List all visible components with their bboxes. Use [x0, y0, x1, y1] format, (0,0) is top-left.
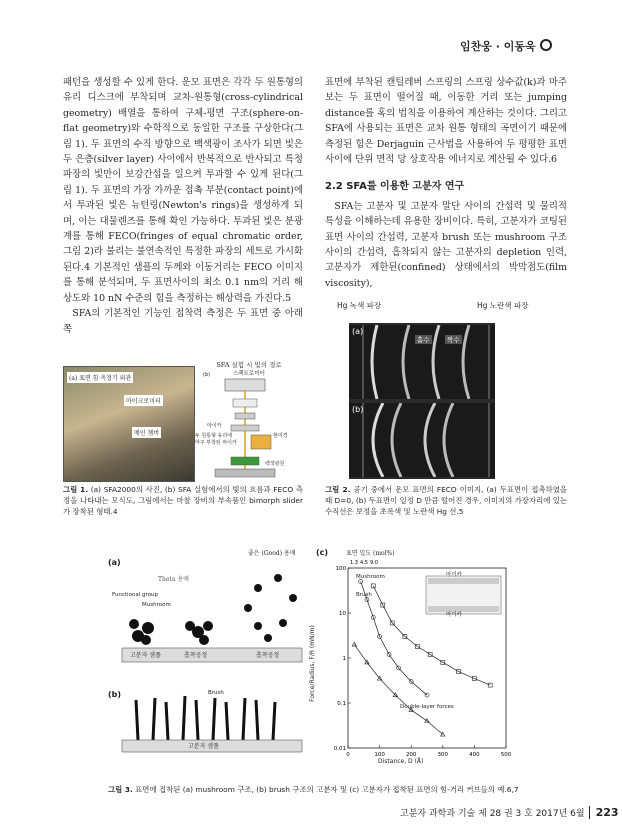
figure2-fringes-b — [349, 403, 495, 477]
x-tick-label: 400 — [469, 752, 480, 758]
y-tick-label: 10 — [339, 611, 346, 617]
figure3c-brush-label: Brush — [356, 592, 372, 598]
figure3a-functional-group: Functional group — [112, 592, 159, 598]
x-tick-label: 200 — [405, 752, 417, 758]
figure1-caption-text: (a) SFA2000의 사진, (b) SFA 실험에서의 빛의 흐름과 FECO 측정을 나타내는 모식도, 그림에서는 마찰 장비의 부속품인 bimorph slider가 장착된 형태.4 — [63, 485, 303, 516]
figure3c-xlabel: Distance, D (Å) — [378, 758, 424, 765]
inset-mica-bottom — [428, 606, 499, 612]
figure1b-label: (b) — [203, 372, 211, 378]
y-tick-label: 0.01 — [333, 746, 346, 752]
y-tick-label: 100 — [335, 566, 346, 572]
figure3b-diagram — [108, 690, 308, 756]
figure1b-light-source: 백색광원 — [265, 461, 285, 467]
figure3a-diagram — [108, 548, 308, 673]
section-title: 2.2 SFA를 이용한 고분자 연구 — [325, 181, 465, 193]
data-point — [359, 580, 363, 584]
figure1b-spectrometer: 스펙트로미터 — [233, 371, 265, 377]
top-tick-label: 9.0 — [370, 560, 378, 566]
y-tick-label: 0.1 — [337, 701, 346, 707]
figure2-fringes-a — [349, 325, 495, 399]
header-authors: 임찬웅 · 이동욱 — [460, 40, 536, 53]
body-column-right — [325, 75, 567, 291]
figure1-photo — [63, 366, 195, 482]
figure2-panel-b — [349, 403, 495, 477]
figure3b-label: (b) — [108, 690, 122, 699]
figure3a-adsorb2: 흡착공정 — [256, 652, 280, 659]
paragraph: 표면에 부착된 캔틸레버 스프링의 스프링 상수값(k)과 마주보는 두 표면이 떨어질 때, 이동한 거리 또는 jumping distance를 혹의 법칙을 이용하여 계산하는 것이다. 그리고 SFA에 사용되는 표면은 교차 원통 형태의 곡면이기 때문에 측정된 힘은 Derjaguin 근사법을 사용하여 두 평평한 표면 사이에 단위 면적 당 상호작용 에너지로 계산될 수 있다.6 — [325, 77, 567, 166]
figure3a-theta-solvent: Theta 용매 — [158, 576, 189, 583]
figure1a-tag-chamber: 메인 챔버 — [132, 427, 161, 438]
figure3c-top-label: 표면 밀도 (mol%) — [346, 550, 395, 557]
data-point — [371, 584, 375, 588]
series-line — [361, 582, 427, 696]
figure3b-brush: Brush — [208, 690, 224, 696]
figure3a-good-solvent: 좋은 (Good) 용매 — [248, 550, 296, 557]
figure3b-sample: 고분자 샘플 — [188, 743, 219, 750]
figure2-panel-a — [349, 325, 495, 399]
figure2-label-odd: 홀수 — [417, 336, 430, 344]
figure3a-adsorb: 흡착공정 — [184, 652, 208, 659]
figure3c-mushroom-label: Mushroom — [356, 574, 385, 580]
figure2-caption-label: 그림 2. — [325, 485, 351, 494]
figure1b-title: SFA 실험 시 빛의 경로 — [216, 361, 282, 369]
figure1a-label: (a) 표면 힘 측정기 외관 — [67, 372, 133, 383]
circle-bullet-icon — [540, 39, 552, 51]
figure2-header — [325, 300, 567, 318]
figure3a-label: (a) — [108, 558, 121, 567]
figure1b-text2: 마주 부착된 마이카 — [195, 440, 237, 446]
figure3c-mica2: 마이카 — [446, 612, 462, 618]
body-column-left — [63, 75, 303, 337]
page-number: 223 — [589, 806, 619, 819]
figure2-panel-b-label: (b) — [352, 405, 364, 414]
figure3c-ylabel: Force/Radius, F/R (mN/m) — [308, 625, 316, 702]
figure2-caption-text: 공기 중에서 운모 표면의 FECO 이미지, (a) 두표면이 접촉하였을 때 D=0, (b) 두표면이 일정 D 만큼 떨어진 경우, 이미지의 가장자리에 있는 수직선은 보정을 초록색 및 노란색 Hg 선.5 — [325, 485, 567, 516]
hg-green-label: Hg 녹색 파장 — [337, 301, 382, 310]
figure3-caption-text: 표면에 접착된 (a) mushroom 구조, (b) brush 구조의 고분자 및 (c) 고분자가 접착된 표면의 힘-거리 커브들의 예.6,7 — [135, 785, 519, 794]
x-tick-label: 300 — [437, 752, 449, 758]
running-header — [460, 38, 552, 54]
figure2-feco-image — [349, 323, 495, 479]
hg-yellow-label: Hg 노란색 파장 — [477, 301, 529, 310]
figure3a-sample: 고분자 샘플 — [130, 652, 161, 659]
footer-journal: 고분자 과학과 기술 제 28 권 3 호 2017년 6월 — [400, 809, 585, 819]
figure3c-label: (c) — [316, 548, 329, 557]
inset-mica-top — [428, 578, 499, 584]
figure3c-double-label: Double-layer forces — [400, 704, 454, 710]
x-tick-label: 500 — [500, 752, 512, 758]
data-point — [488, 683, 492, 687]
figure2-label-even: 짝수 — [447, 336, 460, 344]
figure3-caption — [108, 784, 528, 795]
figure3-caption-label: 그림 3. — [108, 785, 133, 794]
figure3c-chart — [308, 548, 516, 776]
figure1b-schematic — [195, 377, 303, 483]
top-tick-label: 4.5 — [360, 560, 368, 566]
figure2-caption — [325, 484, 567, 517]
data-point — [352, 642, 356, 646]
figure1b-text1: 두 원통형 유리에 — [195, 433, 232, 439]
figure1b-lens: 현미경 — [273, 433, 288, 439]
figure3c-plot — [316, 548, 516, 776]
top-tick-label: 1.3 — [350, 560, 358, 566]
page-footer — [400, 806, 619, 819]
paragraph: SFA의 기본적인 기능인 접착력 측정은 두 표면 중 아래쪽 — [63, 308, 303, 335]
figure3c-mica1: 마이카 — [446, 572, 462, 578]
figure1a-tag-micrometer: 마이크로미터 — [124, 395, 163, 406]
paragraph: 패턴을 생성할 수 있게 한다. 운모 표면은 각각 두 원통형의 유리 디스크에 부착되며 교차-원통형(cross-cylindrical geometry) 배열을 통하여 구체-평면 구조(sphere-on-flat geometry)와 수학적으로 동일한 구조를 구상한다(그림 1). 두 표면의 수직 방향으로 백색광이 조사가 되면 빛은 두 은층(silver layer) 사이에서 반복적으로 반사되고 특정파장의 빛만이 보강간섭을 일으켜 투과할 수 있게 된다(그림 1). 두 표면의 가장 가까운 접촉 부분(contact point)에서 투과된 빛은 뉴턴링(Newton's rings)을 생성하게 되며, 이는 대물렌즈를 통해 확인 가능하다. 투과된 빛은 분광계를 통해 FECO(fringes of equal chromatic order, 그림 2)라 불리는 불연속적인 특정한 파장의 세트로 가시화 된다.4 기본적인 샘플의 두께와 이동거리는 FECO 이미지를 통해 분석되며, 두 표면사이의 최소 0.1 nm의 거리 해상도와 10 nN 수준의 힘을 측정하는 해상력을 가진다.5 — [63, 77, 303, 304]
series-line — [354, 644, 442, 734]
figure1-caption — [63, 484, 303, 517]
figure3a-mushroom: Mushroom — [142, 602, 171, 608]
figure2-panel-a-label: (a) — [352, 327, 364, 336]
y-tick-label: 1 — [342, 656, 346, 662]
x-tick-label: 100 — [374, 752, 385, 758]
figure1-caption-label: 그림 1. — [63, 485, 89, 494]
figure1b-mica: 마이카 — [207, 423, 222, 429]
figure1-diagram — [195, 360, 303, 480]
x-tick-label: 0 — [346, 752, 350, 758]
paragraph: SFA는 고분자 및 고분자 말단 사이의 간섭력 및 물리적 특성을 이해하는데 유용한 장비이다. 특히, 고분자가 코팅된 표면 사이의 간섭력, 고분자 brush 또는 mushroom 구조 사이의 간섭력, 흡착되지 않는 고분자의 depletion 인력, 고분자가 제한된(confined) 상태에서의 박막점도(film viscosity), — [325, 200, 567, 289]
